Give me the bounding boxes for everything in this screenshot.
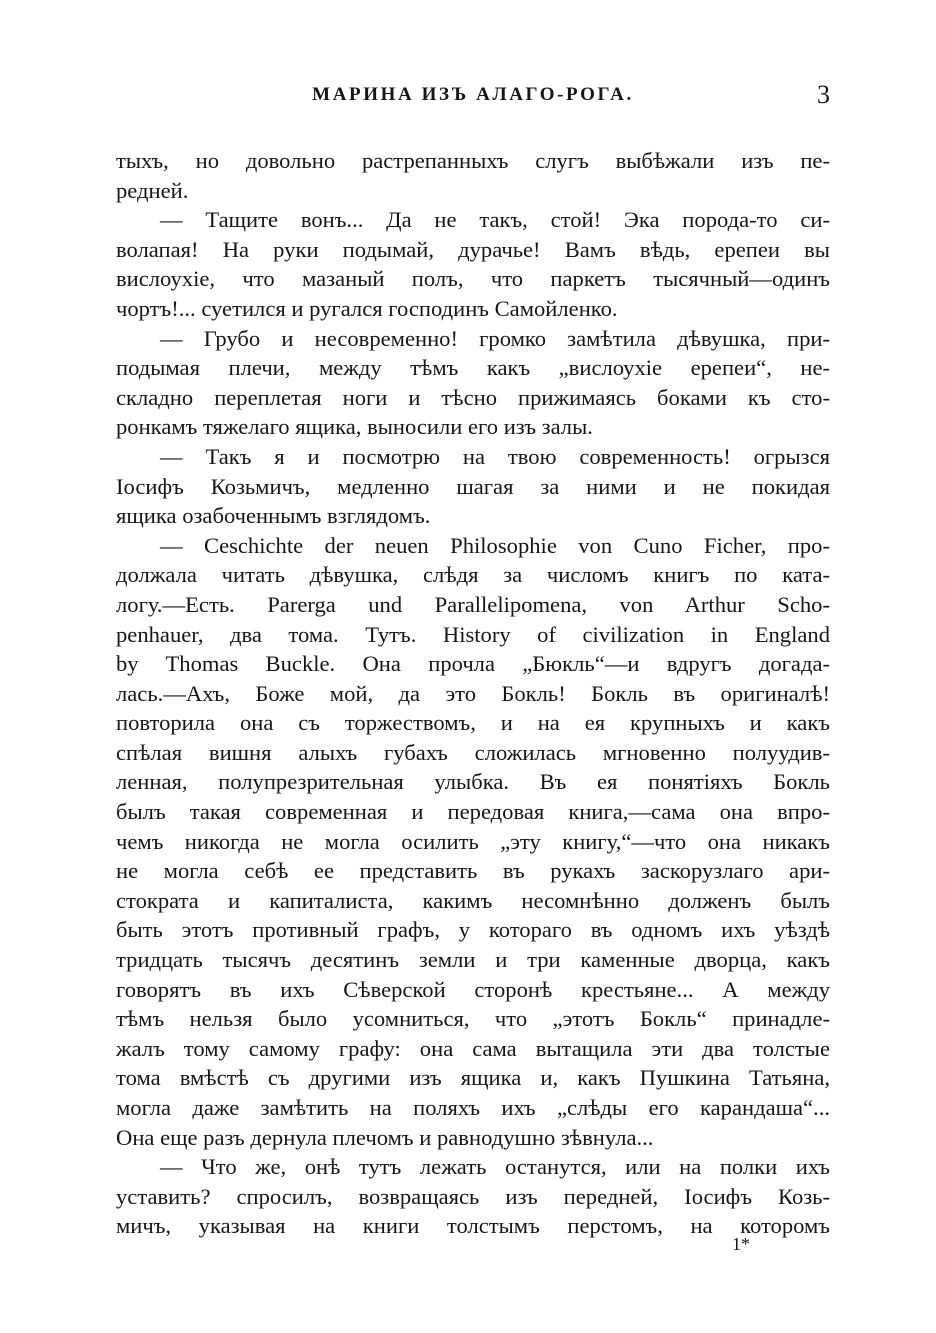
text-line: могла даже замѣтить на поляхъ ихъ „слѣды его карандаша“... [116, 1095, 830, 1120]
text-line: — Такъ я и посмотрю на твою современность! огрызся [160, 443, 830, 469]
page-body-text [116, 146, 830, 1241]
text-line: — Что же, онѣ тутъ лежать останутся, или на полки ихъ [160, 1154, 830, 1180]
text-line: ящика озабоченнымъ взглядомъ. [116, 503, 431, 529]
text-line: тыхъ, но довольно растрепанныхъ слугъ выбѣжали изъ пе- [116, 148, 830, 173]
text-line: чемъ никогда не могла осилить „эту книгу,“—что она никакъ [116, 828, 830, 854]
text-line: вислоухіе, что мазаный полъ, что паркетъ тысячный—одинъ [116, 266, 830, 292]
text-line: лась.—Ахъ, Боже мой, да это Бокль! Бокль въ оригиналѣ! [116, 680, 830, 706]
text-line: Іосифъ Козьмичъ, медленно шагая за ними и не покидая [116, 473, 830, 499]
text-line: penhauer, два тома. Тутъ. History of civilization in England [116, 621, 830, 647]
page-header [116, 80, 830, 118]
text-line: — Ceschichte der neuen Philosophie von Cuno Ficher, про- [160, 532, 830, 558]
text-line: чортъ!... суетился и ругался господинъ Самойленко. [116, 295, 618, 321]
text-line: логу.—Есть. Parerga und Parallelipomena, von Arthur Scho- [116, 591, 830, 617]
text-line: спѣлая вишня алыхъ губахъ сложилась мгновенно полуудив- [116, 739, 830, 765]
text-line: — Грубо и несовременно! громко замѣтила дѣвушка, при- [160, 325, 830, 351]
text-line: былъ такая современная и передовая книга,—сама она впро- [116, 799, 830, 825]
text-line: ленная, полупрезрительная улыбка. Въ ея понятіяхъ Бокль [116, 769, 830, 795]
text-line: говорятъ въ ихъ Сѣверской сторонѣ крестьяне... А между [116, 976, 830, 1002]
text-line: тѣмъ нельзя было усомниться, что „этотъ Бокль“ принадле- [116, 1006, 830, 1032]
text-line: волапая! На руки подымай, дурачье! Вамъ вѣдь, ерепеи вы [116, 236, 830, 262]
text-line: ронкамъ тяжелаго ящика, выносили его изъ залы. [116, 414, 593, 440]
text-line: редней. [116, 177, 189, 203]
text-line: жалъ тому самому графу: она сама вытащила эти два толстые [116, 1035, 830, 1061]
text-line: by Thomas Buckle. Она прочла „Бюкль“—и вдругъ догада- [116, 651, 830, 677]
text-line: уставить? спросилъ, возвращаясь изъ передней, Іосифъ Козь- [116, 1183, 830, 1209]
text-line: тома вмѣстѣ съ другими изъ ящика и, какъ Пушкина Татьяна, [116, 1065, 830, 1091]
running-title: МАРИНА ИЗЪ АЛАГО-РОГА. [312, 84, 634, 105]
text-line: повторила она съ торжествомъ, и на ея крупныхъ и какъ [116, 710, 830, 736]
text-line: стократа и капиталиста, какимъ несомнѣнно долженъ былъ [116, 887, 830, 913]
text-line: мичъ, указывая на книги толстымъ перстомъ, на которомъ [116, 1213, 830, 1239]
text-line: быть этотъ противный графъ, у котораго въ одномъ ихъ уѣздѣ [116, 917, 830, 943]
text-line: — Тащите вонъ... Да не такъ, стой! Эка порода-то си- [160, 207, 830, 233]
text-line: складно переплетая ноги и тѣсно прижимаясь боками къ сто- [116, 384, 830, 410]
text-line: должала читать дѣвушка, слѣдя за числомъ книгъ по ката- [116, 562, 830, 588]
printer-signature-mark: 1* [732, 1234, 750, 1254]
text-line: Она еще разъ дернула плечомъ и равнодушно зѣвнула... [116, 1124, 654, 1150]
text-line: не могла себѣ ее представить въ рукахъ заскорузлаго ари- [116, 858, 830, 884]
text-line: тридцать тысячъ десятинъ земли и три каменные дворца, какъ [116, 947, 830, 973]
page-number: 3 [817, 80, 830, 109]
text-line: подымая плечи, между тѣмъ какъ „вислоухіе ерепеи“, не- [116, 355, 830, 381]
